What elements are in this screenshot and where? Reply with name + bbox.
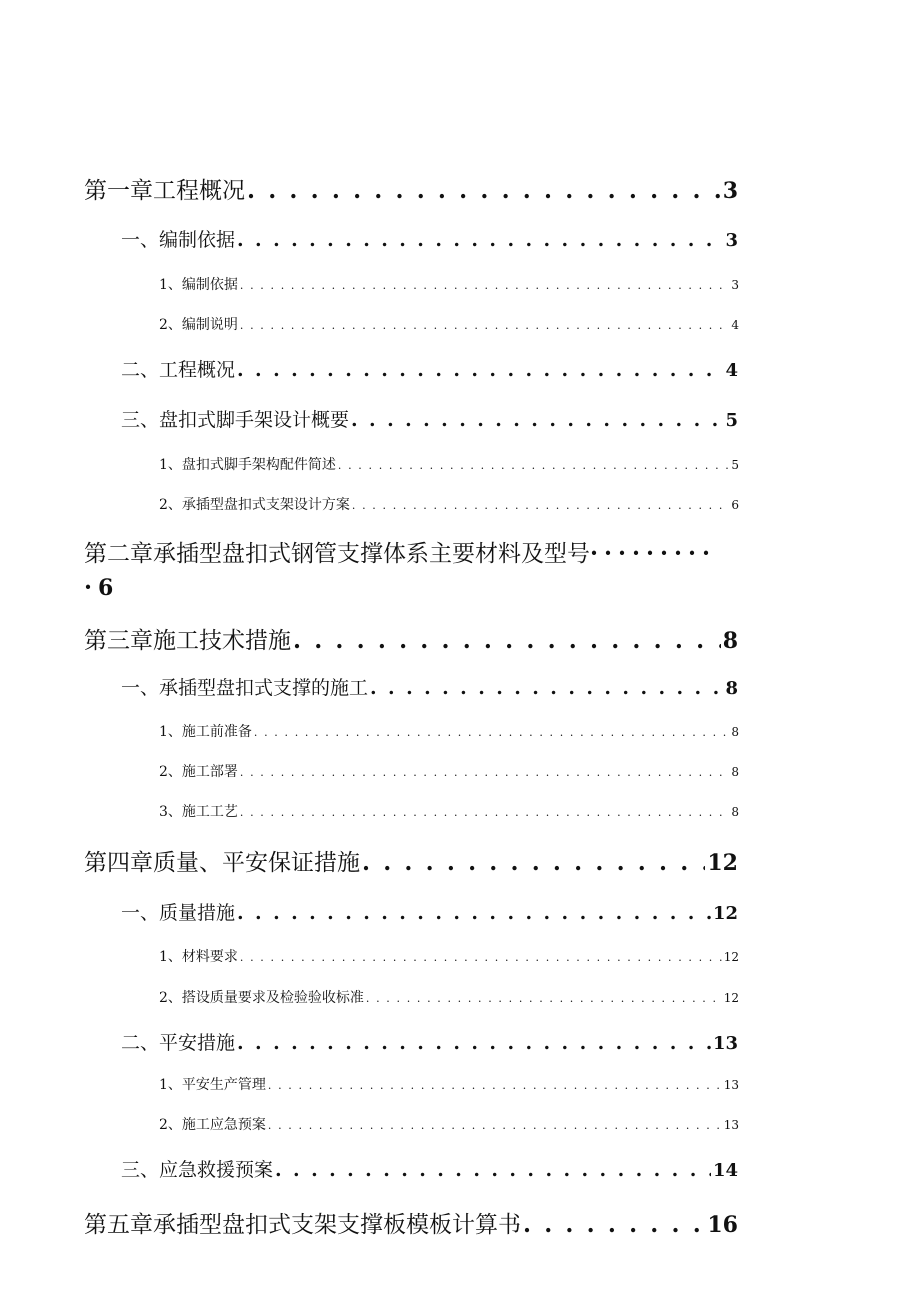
toc-entry-title: 1、盘扣式脚手架构配件简述 (159, 457, 336, 473)
dot-leader (523, 1211, 705, 1238)
toc-entry-subsection-1-1-1[interactable] (159, 274, 739, 294)
toc-entry-title: 2、编制说明 (159, 317, 238, 333)
dot-leader (254, 726, 729, 739)
toc-entry-page: 3 (731, 278, 739, 292)
toc-entry-title: 第二章承插型盘扣式钢管支撑体系主要材料及型号 (84, 541, 590, 567)
toc-entry-page: 8 (725, 678, 738, 699)
toc-entry-subsection-4-2-2[interactable] (159, 1114, 739, 1134)
toc-entry-title: 1、平安生产管理 (159, 1077, 266, 1093)
toc-entry-page: 6 (98, 575, 114, 601)
toc-entry-title: 第五章承插型盘扣式支架支撑板模板计算书 (84, 1212, 521, 1238)
dot-leader (366, 992, 722, 1005)
dot-leader (352, 499, 729, 512)
toc-entry-title: 2、搭设质量要求及检验验收标准 (159, 990, 364, 1006)
toc-entry-subsection-4-1-2[interactable] (159, 987, 739, 1007)
dot-leader (237, 359, 723, 381)
toc-entry-chapter-4[interactable] (84, 844, 738, 877)
toc-entry-section-1-2[interactable] (121, 355, 738, 382)
toc-entry-chapter-5[interactable] (84, 1206, 738, 1239)
toc-entry-subsection-1-3-1[interactable] (159, 454, 739, 474)
toc-entry-section-1-3[interactable] (121, 405, 738, 432)
toc-entry-section-4-3[interactable] (121, 1155, 738, 1182)
toc-entry-page: 3 (725, 230, 738, 251)
dot-leader (362, 849, 705, 876)
toc-entry-title: 一、编制依据 (121, 229, 236, 251)
toc-entry-title: 一、质量措施 (121, 902, 236, 924)
dot-leader (240, 319, 729, 332)
toc-entry-page: 8 (731, 805, 739, 819)
toc-entry-subsection-3-1-2[interactable] (159, 761, 739, 781)
toc-entry-section-4-1[interactable] (121, 898, 738, 925)
toc-entry-page: 3 (722, 178, 738, 204)
toc-entry-page: 8 (731, 765, 739, 779)
toc-entry-section-3-1[interactable] (121, 673, 738, 700)
toc-entry-title: 第三章施工技术措施 (84, 628, 291, 654)
toc-entry-page: 12 (723, 991, 739, 1005)
dot-leader (240, 806, 729, 819)
toc-entry-page: 12 (707, 850, 738, 876)
dot-leader (247, 177, 721, 204)
toc-entry-page: 13 (723, 1118, 739, 1132)
toc-entry-title: 1、编制依据 (159, 277, 238, 293)
toc-entry-title: 三、盘扣式脚手架设计概要 (121, 409, 350, 431)
dot-leader (240, 951, 722, 964)
dot-leader (240, 766, 729, 779)
toc-entry-title: 2、施工应急预案 (159, 1117, 266, 1133)
dot-leader (237, 229, 723, 251)
toc-entry-page: 6 (731, 498, 739, 512)
dot-leader (370, 677, 723, 699)
toc-entry-title: 2、施工部署 (159, 764, 238, 780)
toc-entry-chapter-3[interactable] (84, 622, 738, 655)
toc-entry-section-1-1[interactable] (121, 225, 738, 252)
dot-leader: ········· (590, 540, 717, 567)
toc-entry-subsection-1-1-2[interactable] (159, 314, 739, 334)
toc-entry-title: 1、施工前准备 (159, 724, 252, 740)
toc-entry-title: 二、平安措施 (121, 1032, 236, 1054)
dot-leader (268, 1119, 722, 1132)
toc-entry-title: 二、工程概况 (121, 359, 236, 381)
toc-entry-subsection-4-2-1[interactable] (159, 1074, 739, 1094)
toc-entry-title: 3、施工工艺 (159, 804, 238, 820)
dot-leader (268, 1079, 722, 1092)
dot-leader (237, 1032, 711, 1054)
toc-entry-section-4-2[interactable] (121, 1028, 738, 1055)
toc-entry-title: 第四章质量、平安保证措施 (84, 850, 360, 876)
dot-leader (237, 902, 711, 924)
toc-entry-title: 1、材料要求 (159, 949, 238, 965)
toc-entry-title: 一、承插型盘扣式支撑的施工 (121, 677, 369, 699)
dot-leader (275, 1159, 711, 1181)
toc-entry-title: 三、应急救援预案 (121, 1159, 274, 1181)
toc-entry-page: 16 (707, 1212, 738, 1238)
toc-entry-subsection-1-3-2[interactable] (159, 494, 739, 514)
toc-entry-page: 12 (723, 950, 739, 964)
toc-entry-page: 13 (723, 1078, 739, 1092)
dot-leader (240, 279, 729, 292)
toc-entry-subsection-4-1-1[interactable] (159, 946, 739, 966)
dot-leader: · (84, 574, 99, 601)
toc-entry-page: 13 (712, 1033, 738, 1054)
toc-entry-page: 8 (731, 725, 739, 739)
dot-leader (293, 627, 721, 654)
toc-entry-title: 第一章工程概况 (84, 178, 245, 204)
toc-entry-page: 5 (725, 410, 738, 431)
dot-leader (351, 409, 723, 431)
toc-entry-page: 14 (712, 1160, 738, 1181)
toc-entry-title: 2、承插型盘扣式支架设计方案 (159, 497, 350, 513)
toc-entry-subsection-3-1-1[interactable] (159, 721, 739, 741)
toc-entry-chapter-2[interactable] (84, 537, 844, 605)
toc-entry-page: 4 (725, 360, 738, 381)
dot-leader (338, 459, 729, 472)
toc-entry-page: 5 (731, 458, 739, 472)
toc-entry-page: 8 (722, 628, 738, 654)
toc-entry-subsection-3-1-3[interactable] (159, 801, 739, 821)
toc-entry-chapter-1[interactable] (84, 172, 738, 205)
toc-entry-page: 4 (731, 318, 739, 332)
toc-entry-page: 12 (712, 903, 738, 924)
